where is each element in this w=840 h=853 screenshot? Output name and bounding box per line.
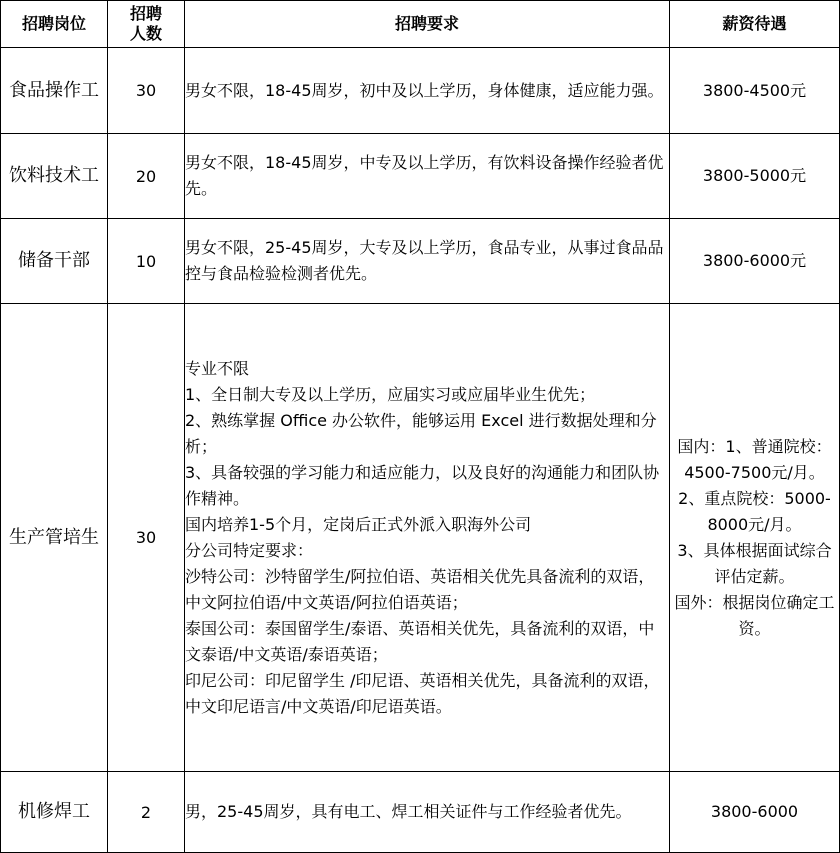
- requirement-line: 专业不限: [185, 358, 250, 378]
- table-row: [1, 304, 840, 772]
- requirements-cell: 男女不限，18-45周岁，中专及以上学历，有饮料设备操作经验者优先。: [185, 134, 670, 219]
- position-cell: 生产管培生: [1, 304, 108, 772]
- header-requirements: 招聘要求: [185, 1, 670, 48]
- requirement-line: 沙特公司：沙特留学生/阿拉伯语、英语相关优先具备流利的双语，中文阿拉伯语/中文英语/阿拉伯语英语；: [185, 566, 655, 612]
- count-cell: 30: [108, 48, 185, 134]
- salary-cell: [670, 304, 840, 772]
- requirements-cell: 男女不限，18-45周岁，初中及以上学历，身体健康，适应能力强。: [185, 48, 670, 134]
- table-row: [1, 48, 840, 134]
- requirements-cell: 男女不限，25-45周岁，大专及以上学历，食品专业，从事过食品品控与食品检验检测者优先。: [185, 219, 670, 304]
- position-cell: 食品操作工: [1, 48, 108, 134]
- table-row: [1, 772, 840, 853]
- position-cell: 机修焊工: [1, 772, 108, 853]
- count-cell: 30: [108, 304, 185, 772]
- salary-line: 2、重点院校：5000-8000元/月。: [678, 488, 831, 534]
- requirement-line: 1、全日制大专及以上学历，应届实习或应届毕业生优先；: [185, 384, 596, 404]
- header-count: 招聘人数: [108, 1, 185, 48]
- count-cell: 2: [108, 772, 185, 853]
- salary-cell: 3800-6000元: [670, 219, 840, 304]
- requirement-line: 2、熟练掌握 Office 办公软件，能够运用 Excel 进行数据处理和分析；: [185, 410, 657, 456]
- count-cell: 20: [108, 134, 185, 219]
- salary-cell: 3800-6000: [670, 772, 840, 853]
- salary-line: 国内：1、普通院校：4500-7500元/月。: [677, 436, 832, 482]
- count-cell: 10: [108, 219, 185, 304]
- salary-cell: 3800-4500元: [670, 48, 840, 134]
- position-cell: 储备干部: [1, 219, 108, 304]
- salary-line: 国外：根据岗位确定工资。: [674, 592, 835, 638]
- requirements-cell: 男，25-45周岁，具有电工、焊工相关证件与工作经验者优先。: [185, 772, 670, 853]
- header-row: [1, 1, 840, 48]
- header-position: 招聘岗位: [1, 1, 108, 48]
- requirements-cell: [185, 304, 670, 772]
- table-row: [1, 219, 840, 304]
- requirement-line: 国内培养1-5个月，定岗后正式外派入职海外公司: [185, 514, 532, 534]
- requirement-line: 分公司特定要求：: [185, 540, 314, 560]
- table-row: [1, 134, 840, 219]
- requirement-line: 3、具备较强的学习能力和适应能力，以及良好的沟通能力和团队协作精神。: [185, 462, 660, 508]
- position-cell: 饮料技术工: [1, 134, 108, 219]
- salary-cell: 3800-5000元: [670, 134, 840, 219]
- requirement-line: 印尼公司：印尼留学生 /印尼语、英语相关优先，具备流利的双语，中文印尼语言/中文英语/印尼语英语。: [185, 670, 660, 716]
- salary-line: 3、具体根据面试综合评估定薪。: [677, 540, 832, 586]
- requirement-line: 泰国公司：泰国留学生/泰语、英语相关优先，具备流利的双语，中文泰语/中文英语/泰语英语；: [185, 618, 655, 664]
- header-salary: 薪资待遇: [670, 1, 840, 48]
